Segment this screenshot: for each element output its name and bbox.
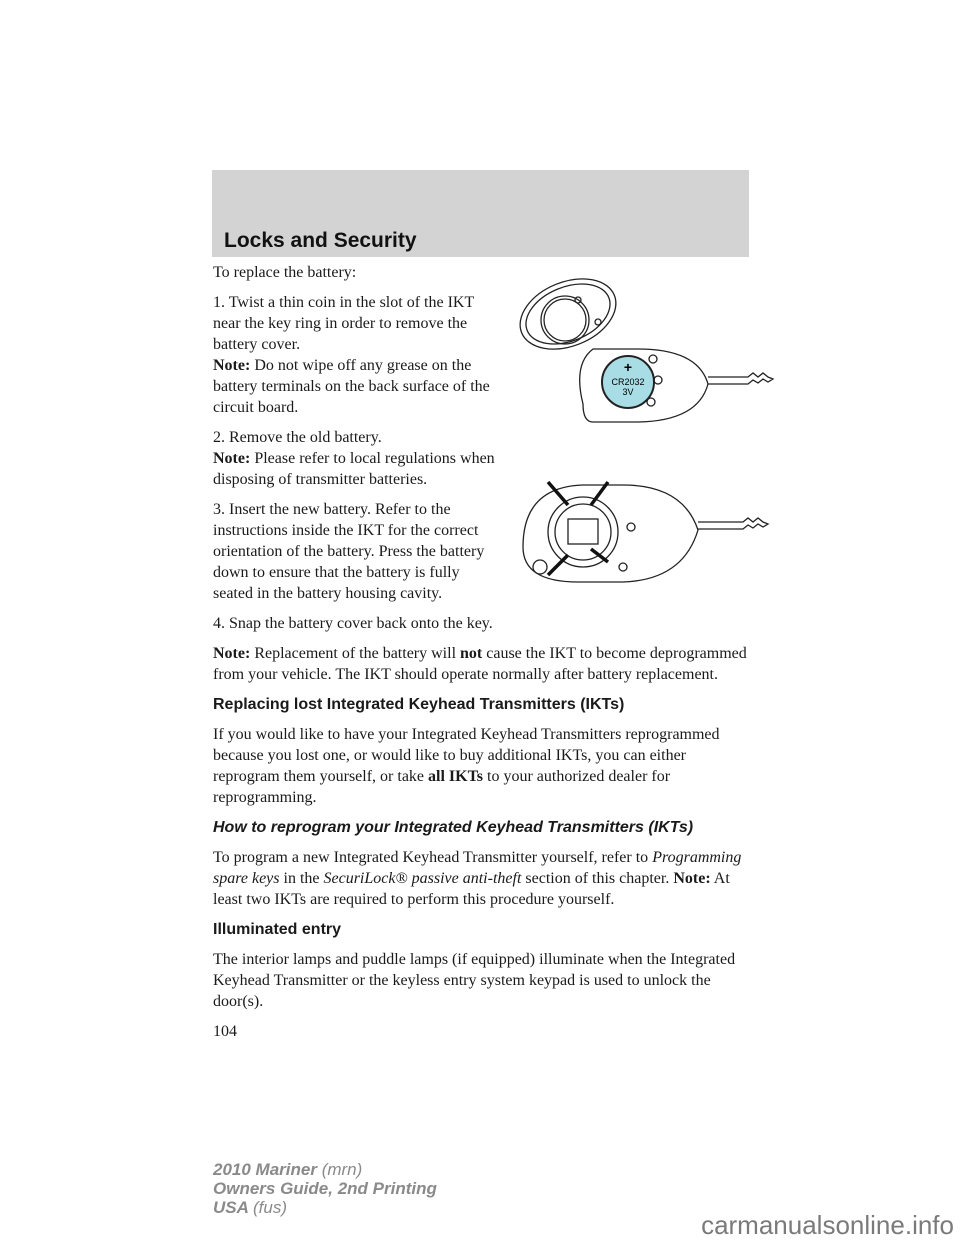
- page-number: 104: [213, 1023, 237, 1040]
- battery-voltage: 3V: [622, 387, 634, 397]
- step-1: 1. Twist a thin coin in the slot of the IKT near the key ring in order to remove the battery cover. Note: Do not wipe off any grease on the battery terminals on the back surface of the circuit board.: [213, 294, 490, 416]
- battery-model: CR2032: [611, 377, 645, 387]
- step-2: 2. Remove the old battery. Note: Please refer to local regulations when disposing of transmitter batteries.: [213, 429, 495, 488]
- key-circuit-board-illustration: [513, 477, 778, 587]
- step-3: 3. Insert the new battery. Refer to the instructions inside the IKT for the correct orientation of the battery. Press the battery down to ensure that the battery is fully seated in the battery housing cavity.: [213, 501, 485, 602]
- section-header: [212, 170, 749, 257]
- heading-replacing-lost-ikts: Replacing lost Integrated Keyhead Transmitters (IKTs): [213, 696, 625, 713]
- heading-reprogram-ikts: How to reprogram your Integrated Keyhead Transmitters (IKTs): [213, 819, 694, 836]
- footer-region-code: (fus): [253, 1198, 287, 1217]
- section-title: Locks and Security: [224, 229, 417, 252]
- watermark: carmanualsonline.info: [701, 1210, 954, 1240]
- footer: [213, 1160, 437, 1217]
- footer-model-code: (mrn): [321, 1160, 363, 1179]
- battery-note: Note: Replacement of the battery will not cause the IKT to become deprogrammed from your vehicle. The IKT should operate normally after battery replacement.: [213, 645, 747, 683]
- page-content: [213, 262, 753, 1051]
- footer-guide: Owners Guide, 2nd Printing: [213, 1179, 437, 1198]
- intro: To replace the battery:: [213, 264, 357, 281]
- reprogram-ikts-text: To program a new Integrated Keyhead Transmitter yourself, refer to Programming spare keys in the SecuriLock® passive anti-theft section of this chapter. Note: At least two IKTs are required to perform this procedure yourself.: [213, 849, 742, 908]
- replacing-lost-ikts-text: If you would like to have your Integrated Keyhead Transmitters reprogrammed because you lost one, or would like to buy additional IKTs, you can either reprogram them yourself, or take all IKTs to your authorized dealer for reprogramming.: [213, 726, 720, 806]
- battery-plus-sign: +: [623, 359, 633, 375]
- illustrations: [503, 262, 778, 592]
- key-battery-cover-illustration: [503, 272, 778, 432]
- illuminated-entry-text: The interior lamps and puddle lamps (if equipped) illuminate when the Integrated Keyhead Transmitter or the keyless entry system keypad is used to unlock the door(s).: [213, 951, 736, 1010]
- heading-illuminated-entry: Illuminated entry: [213, 921, 342, 938]
- footer-model: 2010 Mariner: [213, 1160, 317, 1179]
- step-4: 4. Snap the battery cover back onto the key.: [213, 615, 493, 632]
- footer-region: USA: [213, 1198, 249, 1217]
